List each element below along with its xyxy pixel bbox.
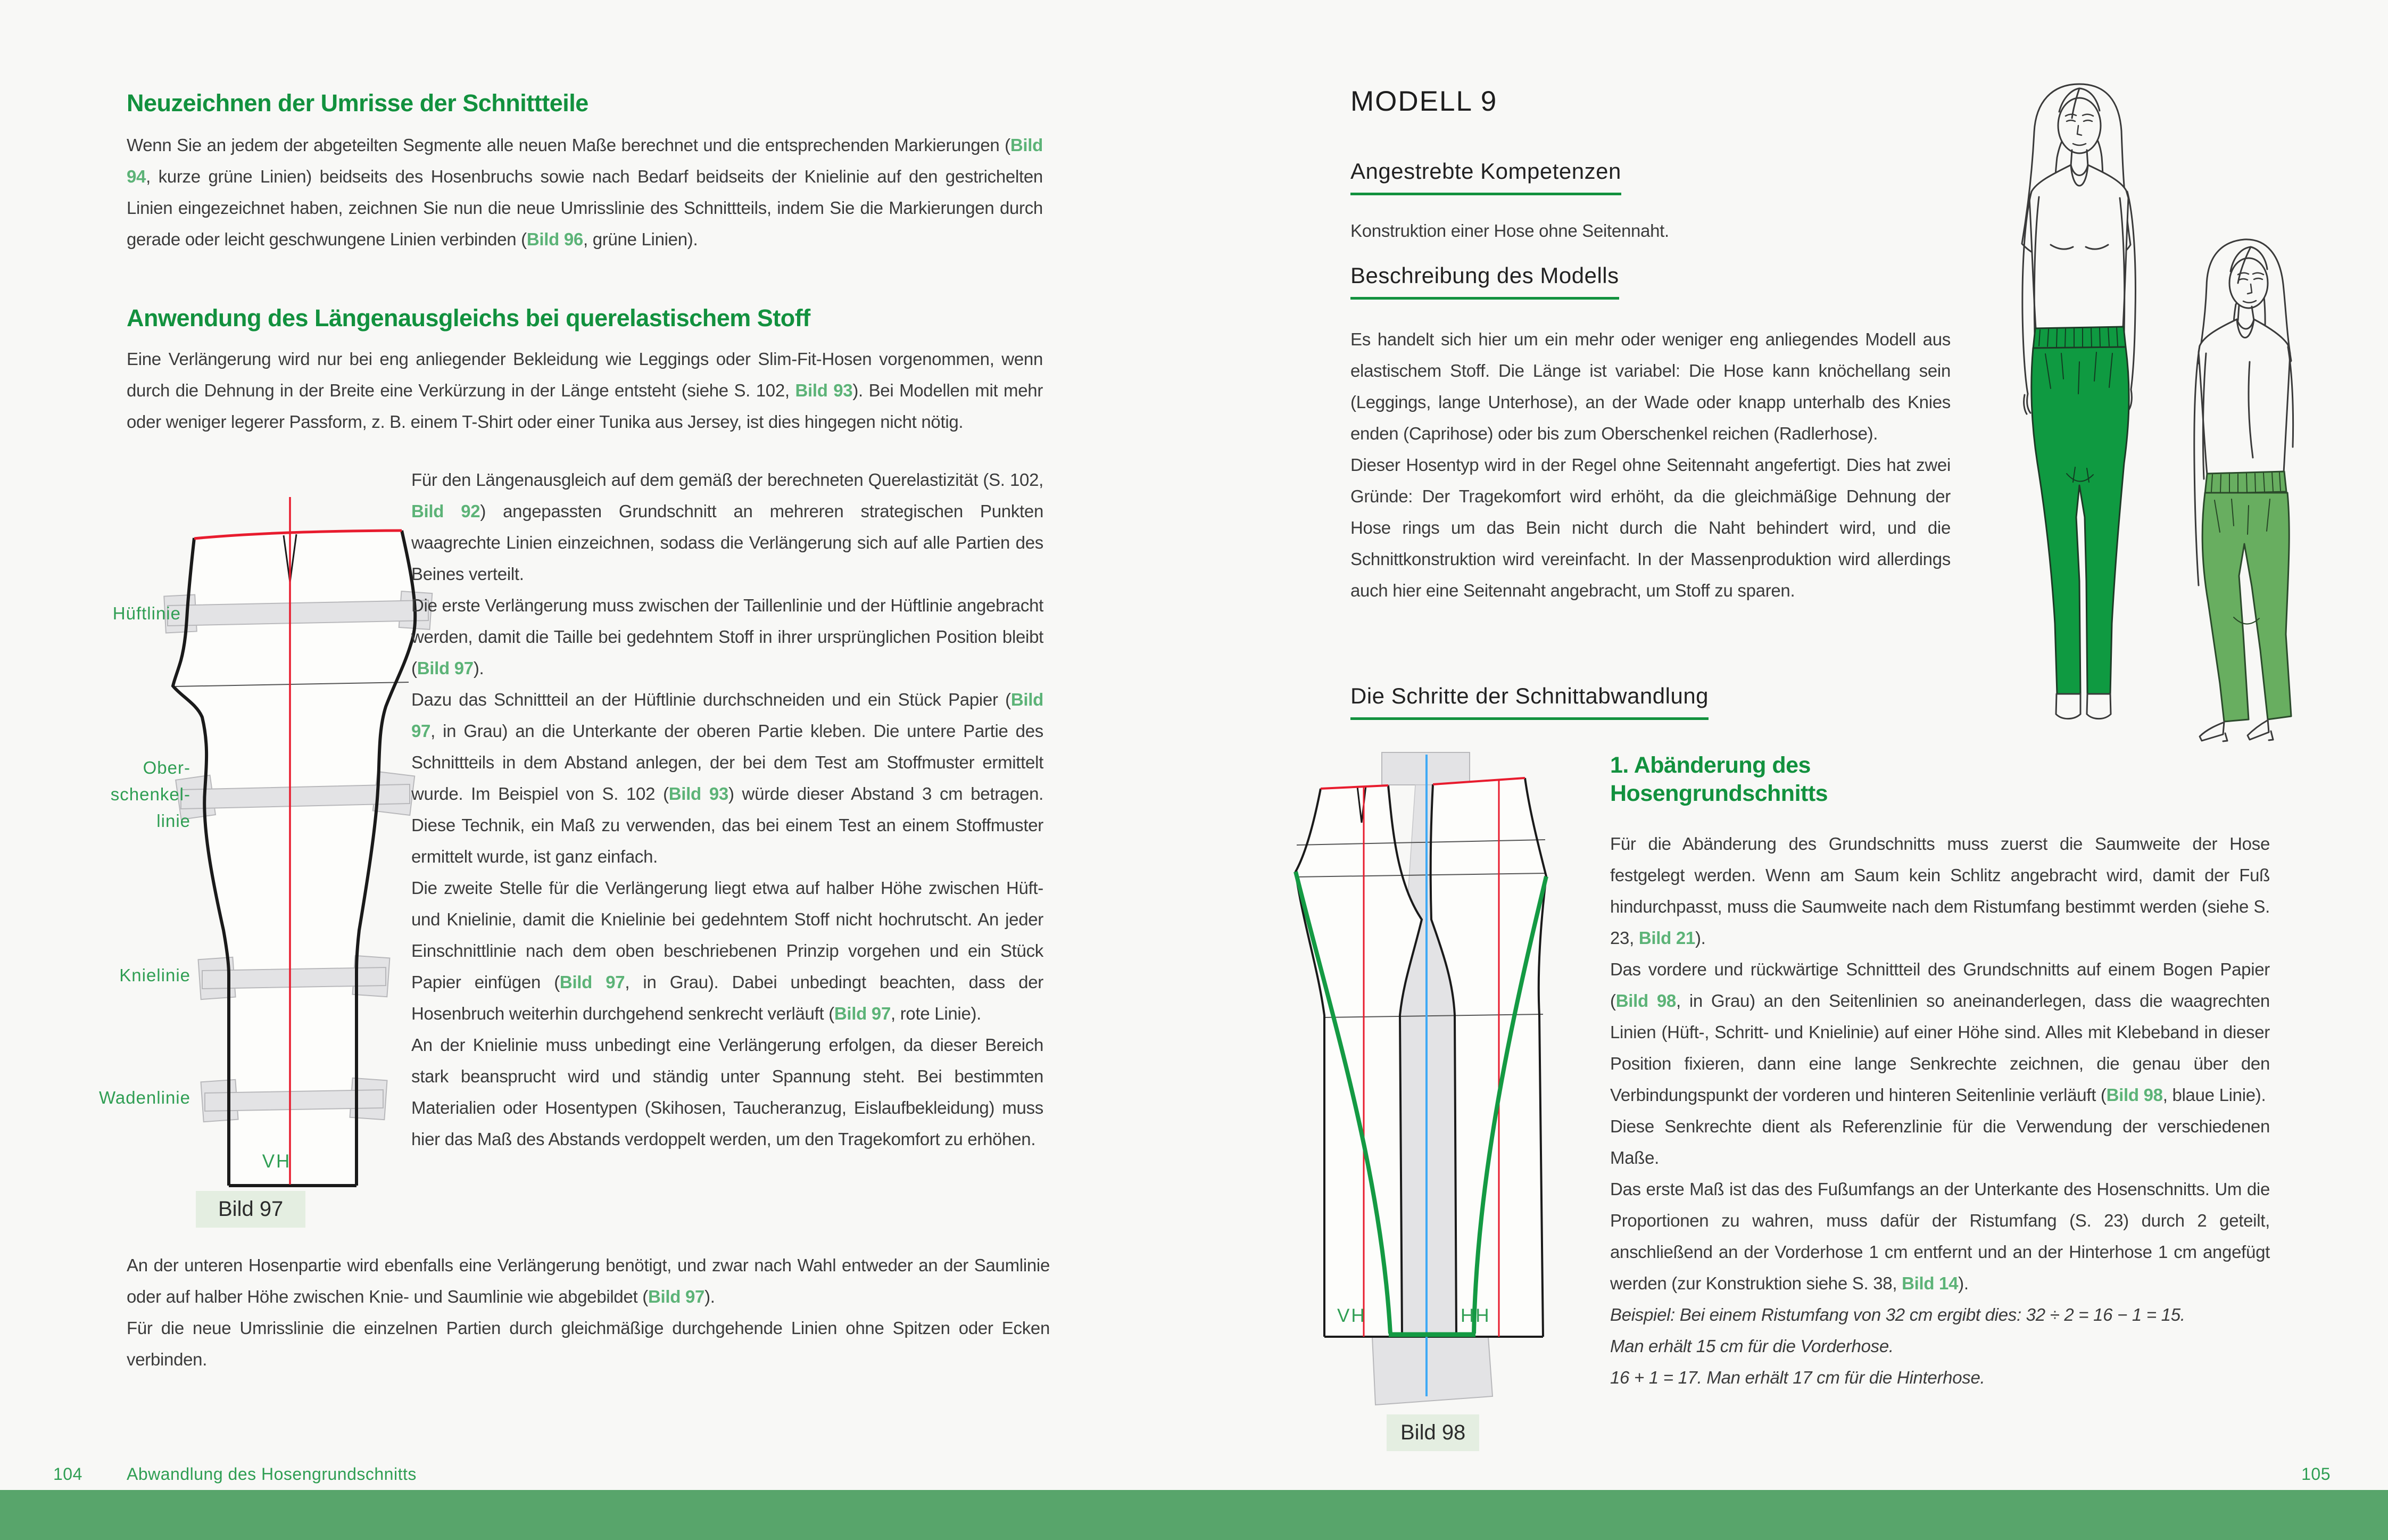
heel-shoe-right xyxy=(2248,719,2273,740)
shoe-left xyxy=(2056,694,2080,719)
left-middle-column xyxy=(411,464,1043,1155)
label-hueftlinie: Hüftlinie xyxy=(112,603,181,623)
beschreibung-paragraph: Dieser Hosentyp wird in der Regel ohne Seitennaht angefertigt. Dies hat zwei Gründe: Der Tragekomfort wird erhöht, da die gleichmäßige Dehnung der Hose rings um das Bein nicht durch die Naht behindert wird, und die Schnittkonstruktion wird vereinfacht. In der Massenproduktion wird allerdings auch hier eine Seitennaht angebracht, um Stoff zu sparen. xyxy=(1350,455,1951,600)
left-section1-heading: Neuzeichnen der Umrisse der Schnittteile xyxy=(127,89,588,117)
kompetenzen-body: Konstruktion einer Hose ohne Seitennaht. xyxy=(1350,221,1669,241)
face-2 xyxy=(2229,258,2268,308)
label-knielinie: Knielinie xyxy=(119,965,190,985)
hand-left xyxy=(2024,394,2030,414)
step1-paragraph: Für die Abänderung des Grundschnitts muss zuerst die Saumweite der Hose festgelegt werden. Wenn am Saum kein Schlitz angebracht wird, damit der Fuß hindurchpasst, muss die Saumweite nach dem Ristumfang bestimmt werden (siehe S. 23, Bild 21). xyxy=(1610,834,2270,948)
tank-top xyxy=(2029,165,2128,336)
pants-dark-green xyxy=(2032,327,2129,694)
bottom-green-bar xyxy=(0,1490,2388,1540)
left-section1-paragraph: Wenn Sie an jedem der abgeteilten Segmente alle neuen Maße berechnet und die entsprechenden Markierungen (Bild 94, kurze grüne Linien) beidseits des Hosenbruchs sowie nach Bedarf beidseits der Knielinie auf den gestrichelten Linien eingezeichnet haben, zeichnen Sie nun die neue Umrisslinie des Schnittteils, indem Sie die Markierungen durch gerade oder leicht geschwungene Linien verbinden (Bild 96, grüne Linien). xyxy=(127,135,1043,249)
step1-heading-line1: 1. Abänderung des xyxy=(1610,752,1811,778)
woman-front-view xyxy=(2022,84,2135,719)
left-section2-heading: Anwendung des Längenausgleichs bei querelastischem Stoff xyxy=(127,304,810,332)
column-paragraph: Für den Längenausgleich auf dem gemäß der berechneten Querelastizität (S. 102, Bild 92) angepassten Grundschnitt an mehreren strategischen Punkten waagrechte Linien einzeichnen, sodass die Verlängerung sich auf alle Partien des Beines verteilt. xyxy=(411,470,1043,584)
label-vh-97: VH xyxy=(262,1151,292,1172)
label-hh-98: HH xyxy=(1461,1305,1491,1326)
column-paragraph: Dazu das Schnittteil an der Hüftlinie durchschneiden und ein Stück Papier (Bild 97, in Grau) an die Unterkante der oberen Partie kleben. Die untere Partie des Schnittteils in dem Abstand anlegen, der bei dem Test am Stoffmuster ermittelt wurde. Im Beispiel von S. 102 (Bild 93) würde dieser Abstand 3 cm betragen. Diese Technik, ein Maß zu verwenden, das bei einem Test an einem Stoffmuster ermittelt wurde, ist ganz einfach. xyxy=(411,690,1044,866)
beschreibung-paragraphs xyxy=(1350,324,1951,606)
figure-98-caption: Bild 98 xyxy=(1387,1414,1479,1451)
label-oberschenkel-2: schenkel- xyxy=(110,784,190,804)
step1-paragraph: Das erste Maß ist das des Fußumfangs an der Unterkante des Hosenschnitts. Um die Proportionen zu wahren, muss dafür der Ristumfang (S. 23) durch 2 geteilt, anschließend an der Vorderhose 1 cm entfernt und an der Hinterhose 1 cm angefügt werden (zur Konstruktion siehe S. 38, Bild 14). xyxy=(1610,1179,2270,1293)
shoe-right xyxy=(2087,694,2111,719)
bottom-paragraph: Für die neue Umrisslinie die einzelnen Partien durch gleichmäßige durchgehende Linien ohne Spitzen oder Ecken verbinden. xyxy=(127,1318,1050,1369)
beschreibung-paragraph: Es handelt sich hier um ein mehr oder weniger eng anliegendes Modell aus elastischem Stoff. Die Länge ist variabel: Die Hose kann knöchellang sein (Leggings, lange Unterhose), an der Wade oder knapp unterhalb des Knies enden (Caprihose) oder bis zum Oberschenkel reichen (Radlerhose). xyxy=(1350,329,1951,443)
column-paragraph: An der Knielinie muss unbedingt eine Verlängerung erfolgen, da dieser Bereich stark beansprucht wird und ständig unter Spannung steht. Bei bestimmten Materialien oder Hosentypen (Skihosen, Taucheranzug, Eislaufbekleidung) muss hier das Maß des Abstands verdoppelt werden, um den Tragekomfort zu erhöhen. xyxy=(411,1035,1043,1149)
bottom-paragraph: An der unteren Hosenpartie wird ebenfalls eine Verlängerung benötigt, und zwar nach Wahl entweder an der Saumlinie oder auf halber Höhe zwischen Knie- und Saumlinie wie abgebildet (Bild 97). xyxy=(127,1255,1050,1306)
left-page-number: 104 xyxy=(53,1464,82,1484)
label-wadenlinie: Wadenlinie xyxy=(98,1088,190,1107)
label-oberschenkel-1: Ober- xyxy=(143,758,190,777)
illustration-two-women xyxy=(1904,21,2388,745)
left-section2-paragraph: Eine Verlängerung wird nur bei eng anliegender Bekleidung wie Leggings oder Slim-Fit-Hosen vorgenommen, wenn durch die Dehnung in der Breite eine Verkürzung in der Länge entsteht (siehe S. 102, Bild 93). Bei Modellen mit mehr oder weniger legerer Passform, z. B. einem T-Shirt oder einer Tunika aus Jersey, ist dies hingegen nicht nötig. xyxy=(127,349,1043,432)
heel-shoe-left xyxy=(2200,722,2227,741)
model-title: MODELL 9 xyxy=(1350,86,1498,117)
waistband-2 xyxy=(2205,471,2286,494)
figure-bild-97-pattern-diagram xyxy=(96,466,458,1216)
label-vh-98: VH xyxy=(1337,1305,1366,1326)
left-chapter-title: Abwandlung des Hosengrundschnitts xyxy=(127,1464,417,1484)
example-line: 16 + 1 = 17. Man erhält 17 cm für die Hinterhose. xyxy=(1610,1368,1985,1387)
step1-paragraph: Diese Senkrechte dient als Referenzlinie für die Verwendung der verschiedenen Maße. xyxy=(1610,1116,2270,1168)
left-bottom-paragraphs xyxy=(127,1249,1050,1375)
step1-heading xyxy=(1610,751,1828,808)
label-oberschenkel-3: linie xyxy=(156,811,190,831)
step1-paragraph: Das vordere und rückwärtige Schnittteil des Grundschnitts auf einem Bogen Papier (Bild 98, in Grau) an den Seitenlinien so aneinanderlegen, dass die waagrechten Linien (Hüft-, Schritt- und Knielinie) auf einer Höhe sind. Alles mit Klebeband in dieser Position fixieren, dann eine lange Senkrechte zeichnen, die genau über den Verbindungspunkt der vorderen und hinteren Seitenlinie verläuft (Bild 98, blaue Linie). xyxy=(1610,959,2270,1105)
pants-legs-2 xyxy=(2202,493,2291,722)
column-paragraph: Die zweite Stelle für die Verlängerung liegt etwa auf halber Höhe zwischen Hüft- und Knielinie, damit die Knielinie bei gedehntem Stoff nicht hochrutscht. An jeder Einschnittlinie nach dem oben beschriebenen Prinzip vorgehen und ein Stück Papier einfügen (Bild 97, in Grau). Dabei unbedingt beachten, dass der Hosenbruch weiterhin durchgehend senkrecht verläuft (Bild 97, rote Linie). xyxy=(411,878,1043,1023)
paper-below-hem xyxy=(1372,1337,1492,1405)
column-paragraph: Die erste Verlängerung muss zwischen der Taillenlinie und der Hüftlinie angebracht werden, damit die Taille bei gedehntem Stoff in ihrer ursprünglichen Position bleibt (Bild 97). xyxy=(411,595,1043,678)
schritte-heading: Die Schritte der Schnittabwandlung xyxy=(1350,683,1709,720)
example-line: Man erhält 15 cm für die Vorderhose. xyxy=(1610,1336,1894,1356)
example-line: Beispiel: Bei einem Ristumfang von 32 cm ergibt dies: 32 ÷ 2 = 16 − 1 = 15. xyxy=(1610,1305,2185,1324)
woman-three-quarter-view xyxy=(2194,239,2293,741)
step1-body xyxy=(1610,828,2270,1393)
right-page-number: 105 xyxy=(2301,1464,2331,1484)
step1-example xyxy=(1610,1299,2270,1393)
pants-legs xyxy=(2032,347,2129,694)
kompetenzen-heading: Angestrebte Kompetenzen xyxy=(1350,159,1621,195)
tank-top-2 xyxy=(2199,319,2290,481)
step1-heading-line2: Hosengrundschnitts xyxy=(1610,781,1828,806)
beschreibung-heading: Beschreibung des Modells xyxy=(1350,263,1619,300)
figure-97-caption: Bild 97 xyxy=(196,1191,305,1228)
figure-bild-98-pattern-diagram xyxy=(1269,744,1657,1409)
